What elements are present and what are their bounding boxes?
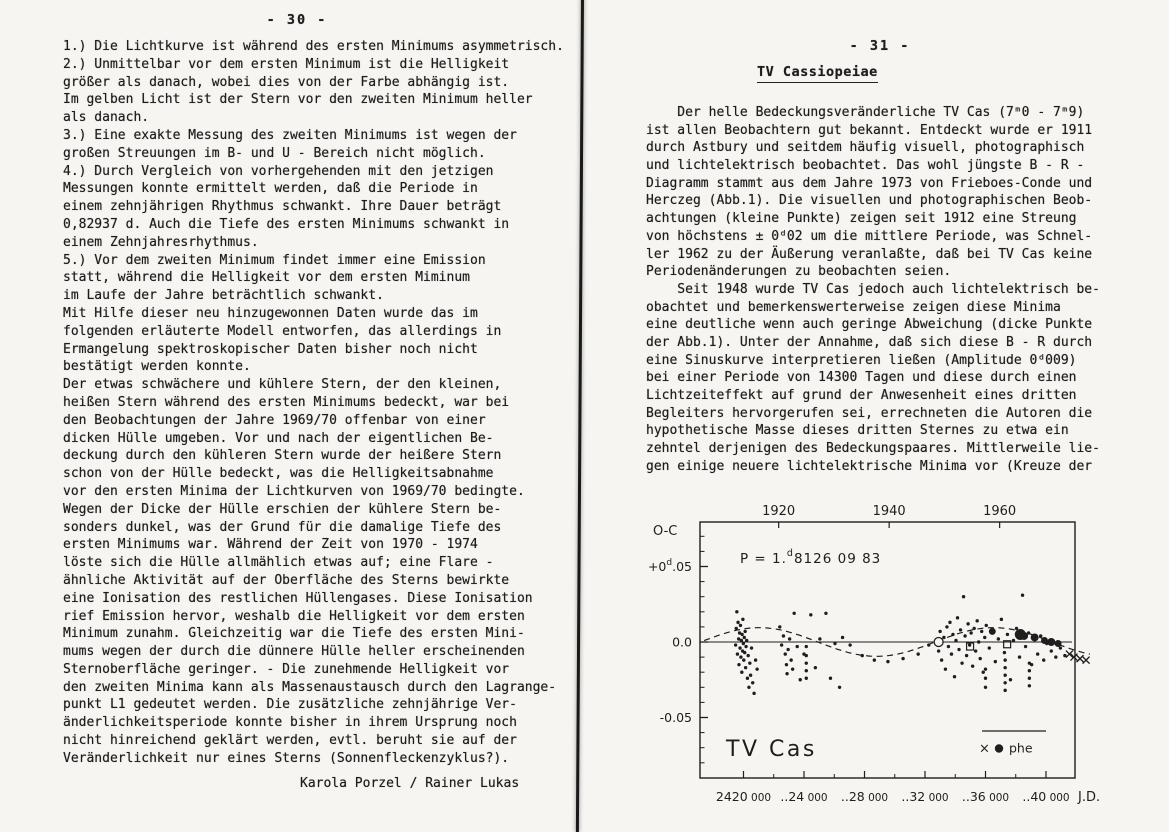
data-point-small: [1028, 669, 1031, 672]
data-point-small: [944, 667, 947, 670]
top-axis-year-label: 1940: [872, 504, 906, 519]
data-point-small: [747, 686, 750, 689]
data-point-small: [968, 643, 971, 646]
data-point-small: [937, 649, 940, 652]
text-line: sonders dunkel, was der Grund für die damalige Tiefe des: [63, 519, 502, 535]
page-31-text: [646, 104, 1161, 475]
data-point-photoelectric: [1041, 637, 1048, 644]
data-point-small: [805, 645, 808, 648]
text-line: 4.) Durch Vergleich von vorhergehenden mit den jetzigen: [63, 163, 494, 179]
bottom-axis-jd-label: ..28 000: [840, 789, 889, 804]
data-point-small: [945, 625, 948, 628]
data-point-photoelectric: [1047, 638, 1055, 646]
bottom-axis-jd-label: ..36 000: [961, 789, 1010, 804]
y-axis-title: O-C: [653, 524, 678, 539]
data-point-small: [1028, 684, 1031, 687]
text-line: 2.) Unmittelbar vor dem ersten Minimum ist die Helligkeit: [63, 56, 510, 72]
jd-axis-title: J.D.: [1078, 790, 1101, 805]
text-line: Herczeg (Abb.1). Die visuellen und photographischen Beob-: [646, 193, 1093, 209]
data-point-small: [1021, 593, 1024, 596]
text-line: eine Sinuskurve interpretieren ließen (Amplitude 0ᵈ009): [646, 352, 1077, 368]
data-point-small: [848, 643, 851, 646]
data-point-small: [974, 649, 977, 652]
data-point-small: [983, 636, 986, 639]
page-30-text: [63, 38, 568, 768]
text-line: bei einer Periode von 14300 Tagen und diese durch einen: [646, 370, 1077, 386]
data-point-small: [1050, 649, 1053, 652]
data-point-small: [795, 645, 798, 648]
bottom-axis-jd-label: ..32 000: [901, 789, 949, 804]
data-point-small: [1059, 646, 1062, 649]
data-point-small: [743, 651, 746, 654]
data-point-small: [786, 648, 789, 651]
data-point-small: [780, 643, 783, 646]
text-line: von höchstens ± 0ᵈ02 um die mittlere Periode, was Schnel-: [646, 228, 1093, 244]
data-point-small: [737, 663, 740, 666]
text-line: eine deutliche wenn auch geringe Abweichung (dicke Punkte: [646, 317, 1093, 333]
data-point-small: [1012, 639, 1015, 642]
data-point-small: [916, 652, 919, 655]
data-point-small: [736, 621, 739, 624]
data-point-small: [980, 630, 983, 633]
data-point-small: [736, 652, 739, 655]
text-line: änderlichkeitsperiode konnte bisher in ihrem Ursprung noch: [63, 715, 517, 731]
page-number-30: - 30 -: [266, 12, 328, 28]
text-line: als danach.: [63, 110, 150, 126]
text-line: 1.) Die Lichtkurve ist während des ersten Minimums asymmetrisch.: [63, 39, 564, 54]
data-point-small: [789, 658, 792, 661]
data-point-small: [873, 658, 876, 661]
data-point-small: [743, 636, 746, 639]
data-point-small: [755, 667, 758, 670]
authors-signature: Karola Porzel / Rainer Lukas: [300, 776, 520, 791]
data-point-small: [735, 627, 738, 630]
book-spine-fold: [576, 0, 584, 832]
data-point-open-circle: [934, 638, 943, 647]
data-point-small: [988, 646, 991, 649]
y-tick-label: 0.0: [672, 634, 692, 650]
data-point-small: [744, 645, 747, 648]
legend-cross-icon: ×: [979, 741, 990, 757]
text-line: den Beobachtungen der Jahre 1969/70 offenbar von einer: [63, 412, 486, 428]
data-point-cross: [1077, 655, 1084, 662]
data-point-cross: [1083, 657, 1090, 664]
data-point-small: [861, 654, 864, 657]
data-point-small: [738, 646, 741, 649]
data-point-small: [984, 667, 987, 670]
data-point-small: [956, 616, 959, 619]
text-line: den zweiten Minima kann als Massenaustausch durch den Lagrange-: [63, 679, 557, 695]
data-point-small: [984, 677, 987, 680]
data-point-small: [829, 677, 832, 680]
data-point-small: [948, 621, 951, 624]
text-line: rief Emission hervor, weshalb die Helligkeit vor dem ersten: [63, 608, 525, 624]
data-point-small: [938, 630, 941, 633]
text-line: ist allen Beobachtern gut bekannt. Entdeckt wurde er 1911: [646, 122, 1093, 138]
text-line: Diagramm stammt aus dem Jahre 1973 von Frieboes-Conde und: [646, 175, 1093, 191]
page-number-31: - 31 -: [849, 38, 911, 54]
data-point-small: [799, 678, 802, 681]
data-point-small: [838, 686, 841, 689]
data-point-small: [1003, 689, 1006, 692]
data-point-small: [950, 652, 953, 655]
data-point-small: [965, 654, 968, 657]
data-point-small: [975, 619, 978, 622]
data-point-small: [982, 671, 985, 674]
data-point-small: [818, 637, 821, 640]
data-point-small: [788, 637, 791, 640]
text-line: 3.) Eine exakte Messung des zweiten Minimums ist wegen der: [63, 127, 517, 143]
bottom-axis-jd-label: ..40 000: [1022, 789, 1070, 804]
text-line: und lichtelektrisch beobachtet. Das wohl jüngste B - R -: [646, 158, 1085, 174]
data-point-photoelectric: [1031, 633, 1039, 641]
data-point-small: [739, 624, 742, 627]
top-axis-year-label: 1920: [762, 504, 796, 519]
text-line: Im gelben Licht ist der Stern vor den zweiten Minimum heller: [63, 92, 533, 108]
text-line: gen einige neuere lichtelektrische Minima vor (Kreuze der: [646, 458, 1093, 474]
data-point-small: [734, 643, 737, 646]
text-line: deckung durch den kühleren Stern wurde der heißere Stern: [63, 448, 502, 464]
text-line: punkt L1 gedeutet werden. Die zusätzliche zehnjährige Ver-: [63, 697, 517, 713]
data-point-small: [805, 677, 808, 680]
data-point-small: [969, 631, 972, 634]
chart-title: TV Cas: [726, 737, 817, 762]
text-line: ler 1962 zu der Äußerung veranlaßte, daß bei TV Cas keine: [646, 246, 1093, 262]
data-point-small: [1006, 633, 1009, 636]
data-point-small: [1028, 661, 1031, 664]
data-point-small: [805, 654, 808, 657]
bottom-axis-jd-label: 2420 000: [715, 789, 772, 804]
data-point-small: [886, 660, 889, 663]
text-line: Messungen konnte ermittelt werden, daß die Periode in: [63, 181, 478, 197]
data-point-small: [735, 610, 738, 613]
text-line: obachtet und bemerkenswerterweise zeigen diese Minima: [646, 299, 1061, 315]
oc-diagram-figure: [640, 495, 1169, 826]
data-point-small: [963, 634, 966, 637]
data-point-small: [1036, 652, 1039, 655]
data-point-small: [1003, 666, 1006, 669]
data-point-small: [750, 646, 753, 649]
data-point-small: [740, 639, 743, 642]
data-point-small: [785, 672, 788, 675]
text-line: vor den ersten Minima der Lichtkurven von 1969/70 bedingte.: [63, 483, 525, 499]
data-point-small: [740, 633, 743, 636]
data-point-small: [971, 664, 974, 667]
text-line: ersten Minimums war. Während der Zeit von 1970 - 1974: [63, 537, 478, 553]
data-point-small: [940, 658, 943, 661]
data-point-small: [744, 666, 747, 669]
data-point-small: [1024, 645, 1027, 648]
data-point-cross: [1066, 651, 1073, 658]
data-point-small: [742, 642, 745, 645]
text-line: statt, während die Helligkeit vor dem ersten Miminum: [63, 270, 470, 286]
data-point-small: [953, 675, 956, 678]
data-point-small: [1009, 678, 1012, 681]
data-point-small: [754, 658, 757, 661]
text-line: nicht hinreichend geklärt werden, evtl. beruht sie auf der: [63, 733, 517, 749]
text-line: Periodenänderungen zu beobachten seien.: [646, 264, 952, 280]
text-line: durch Astbury und seitdem häufig visuell, photographisch: [646, 140, 1085, 156]
text-line: dicken Hülle umgeben. Vor und nach der eigentlichen Be-: [63, 430, 494, 446]
text-line: Mit Hilfe dieser neu hinzugewonnen Daten wurde das im: [63, 305, 478, 321]
text-line: eine Ionisation des restlichen Hüllengases. Diese Ionisation: [63, 590, 533, 606]
y-tick-label: -0.05: [659, 710, 692, 725]
data-point-small: [805, 661, 808, 664]
text-line: ähnliche Aktivität auf der Oberfläche des Sterns bewirkte: [63, 572, 510, 588]
data-point-small: [997, 637, 1000, 640]
text-line: hypothetische Masse dieses dritten Sternes zu etwa ein: [646, 423, 1069, 439]
data-point-small: [901, 657, 904, 660]
data-point-small: [741, 618, 744, 621]
data-point-small: [746, 654, 749, 657]
text-line: Ermangelung spektroskopischer Daten bisher noch nicht: [63, 341, 478, 357]
text-line: Begleiters hervorgerufen sei, errechneten die Autoren die: [646, 405, 1093, 421]
text-line: einem Zehnjahresrhythmus.: [63, 234, 259, 250]
text-line: löste sich die Hülle allmählich etwas auf; eine Flare -: [63, 555, 494, 571]
data-point-small: [809, 613, 812, 616]
data-point-small: [942, 636, 945, 639]
data-point-small: [841, 636, 844, 639]
data-point-small: [985, 624, 988, 627]
text-line: Lichtzeiteffekt auf grund der Anwesenheit eines dritten: [646, 388, 1077, 403]
data-point-small: [959, 628, 962, 631]
text-line: großen Streuungen im B- und U - Bereich nicht möglich.: [63, 145, 486, 161]
data-point-small: [792, 612, 795, 615]
data-point-small: [782, 634, 785, 637]
data-point-small: [927, 643, 930, 646]
data-point-small: [1003, 681, 1006, 684]
data-point-small: [742, 658, 745, 661]
data-point-small: [977, 640, 980, 643]
data-point-small: [752, 692, 755, 695]
data-point-small: [740, 671, 743, 674]
data-point-small: [957, 648, 960, 651]
data-point-small: [1028, 677, 1031, 680]
chart-legend: [979, 731, 1046, 757]
section-heading: TV Cassiopeiae: [757, 64, 878, 83]
data-point-small: [746, 677, 749, 680]
legend-label: phe: [1009, 740, 1033, 756]
text-line: Veränderlichkeit nur eines Sterns (Sonnenfleckenzyklus?).: [63, 750, 510, 766]
data-point-small: [748, 661, 751, 664]
text-line: Der helle Bedeckungsveränderliche TV Cas (7ᵐ0 - 7ᵐ9): [646, 105, 1085, 120]
text-line: Der etwas schwächere und kühlere Stern, der den kleinen,: [63, 377, 502, 393]
text-line: im Laufe der Jahre beträchtlich schwankt.: [63, 288, 384, 304]
data-point-small: [1042, 658, 1045, 661]
data-point-small: [805, 669, 808, 672]
legend-filled-circle-icon: [995, 744, 1003, 752]
data-point-small: [979, 657, 982, 660]
text-line: einem zehnjährigen Rhythmus schwankt. Ihre Dauer beträgt: [63, 199, 502, 215]
text-line: schon von der Hülle bedeckt, was die Helligkeitsabnahme: [63, 466, 494, 482]
data-point-small: [1003, 651, 1006, 654]
bottom-axis-jd-label: ..24 000: [780, 789, 828, 804]
text-line: Sternoberfläche geringer. - Die zunehmende Helligkeit vor: [63, 661, 510, 677]
text-line: der Abb.1). Unter der Annahme, daß sich diese B - R durch: [646, 334, 1093, 350]
data-point-small: [962, 595, 965, 598]
data-point-small: [751, 681, 754, 684]
text-line: zehntel derjenigen des Bedeckungspaares. Mittlerweile lie-: [646, 441, 1100, 457]
data-point-photoelectric: [989, 628, 996, 635]
text-line: mums wegen der durch die dünnere Hülle heller erscheinenden: [63, 644, 525, 660]
data-point-small: [951, 633, 954, 636]
data-point-small: [785, 663, 788, 666]
text-line: 5.) Vor dem zweiten Minimum findet immer eine Emission: [63, 252, 486, 268]
text-line: 0,82937 d. Auch die Tiefe des ersten Minimums schwankt in: [63, 216, 510, 232]
data-point-small: [778, 625, 781, 628]
text-line: Seit 1948 wurde TV Cas jedoch auch lichtelektrisch be-: [646, 281, 1100, 297]
y-tick-label: $+0^d.05$: [647, 558, 692, 574]
text-line: größer als danach, wobei dies von der Farbe abhängig ist.: [63, 74, 510, 90]
data-point-small: [966, 622, 969, 625]
data-point-small: [994, 660, 997, 663]
text-line: heißen Stern während des ersten Minimums bedeckt, war bei: [63, 394, 510, 410]
period-annotation: P = 1.$^d$8126 09 83: [740, 548, 882, 567]
data-point-small: [960, 661, 963, 664]
data-point-cross: [1070, 654, 1077, 661]
data-point-small: [739, 655, 742, 658]
data-point-small: [954, 639, 957, 642]
data-point-small: [814, 666, 817, 669]
data-point-small: [824, 612, 827, 615]
data-point-small: [1039, 634, 1042, 637]
data-point-small: [784, 652, 787, 655]
data-point-small: [984, 686, 987, 689]
data-point-small: [1000, 618, 1003, 621]
data-point-small: [791, 667, 794, 670]
data-point-small: [972, 627, 975, 630]
text-line: Minimum zunahm. Gleichzeitig war die Tiefe des ersten Mini-: [63, 626, 525, 642]
text-line: achtungen (kleine Punkte) zeigen seit 1912 eine Streung: [646, 211, 1077, 227]
data-point-small: [947, 645, 950, 648]
data-point-photoelectric: [1055, 640, 1062, 647]
data-point-small: [1003, 658, 1006, 661]
data-point-small: [1018, 655, 1021, 658]
data-point-small: [1003, 674, 1006, 677]
top-axis-year-label: 1960: [983, 504, 1017, 519]
text-line: Wegen der Dicke der Hülle erschien der kühlere Stern be-: [63, 501, 502, 517]
data-point-small: [833, 642, 836, 645]
data-point-small: [749, 674, 752, 677]
text-line: bestätigt werden konnte.: [63, 359, 251, 375]
data-point-photoelectric: [1020, 632, 1028, 640]
data-point-small: [1054, 655, 1057, 658]
text-line: folgenden erläuterte Modell entworfen, das allerdings in: [63, 323, 502, 339]
data-point-small: [743, 630, 746, 633]
data-point-small: [745, 639, 748, 642]
